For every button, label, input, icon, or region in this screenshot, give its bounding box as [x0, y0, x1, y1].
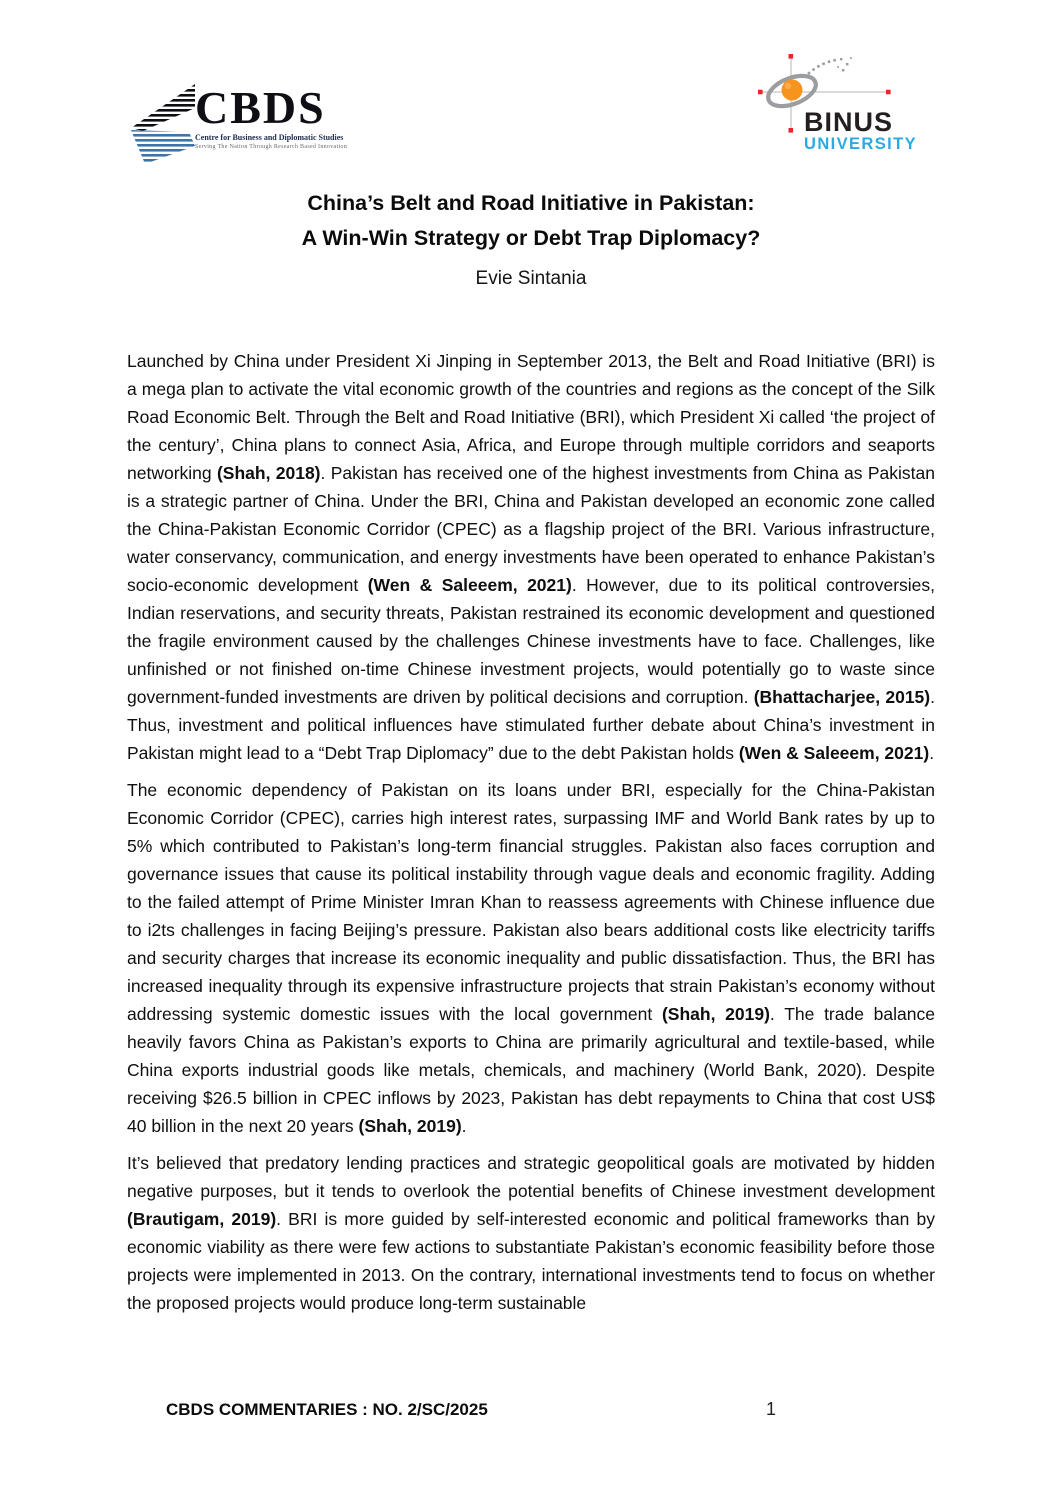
text-run: . However, due to its political controversies, Indian reservations, and security threats, Pakistan restrained its economic development and questioned the fragile environment caused by the challenges Chinese investments have to face. Challenges, like unfinished or not finished on-time Chinese investment projects, would potentially go to waste since government-funded investments are driven by political decisions and corruption.	[127, 575, 935, 707]
citation: (Bhattacharjee, 2015)	[753, 687, 931, 707]
text-run: . BRI is more guided by self-interested economic and political frameworks than by economic viability as there were few actions to substantiate Pakistan’s economic feasibility before those projects were implemented in 2013. On the contrary, international investments tend to focus on whether the proposed projects would produce long-term sustainable	[127, 1209, 935, 1313]
cbds-tagline: Centre for Business and Diplomatic Studies	[195, 133, 344, 142]
title-line-2: A Win-Win Strategy or Debt Trap Diplomacy?	[301, 226, 761, 250]
cbds-logo	[131, 84, 361, 164]
paragraph	[127, 347, 935, 767]
cbds-arrow-icon	[131, 84, 199, 164]
text-run: The economic dependency of Pakistan on its loans under BRI, especially for the China-Pakistan Economic Corridor (CPEC), carries high interest rates, surpassing IMF and World Bank rates by up to 5% which contributed to Pakistan’s long-term financial struggles. Pakistan also faces corruption and governance issues that cause its political instability through vague deals and economic fragility. Adding to the failed attempt of Prime Minister Imran Khan to reassess agreements with Chinese influence due to i2ts challenges in facing Beijing’s pressure. Pakistan also bears additional costs like electricity tariffs and security charges that increase its economic inequality and public dissatisfaction. Thus, the BRI has increased inequality through its expensive infrastructure projects that strain Pakistan’s economy without addressing systemic domestic issues with the local government	[127, 780, 935, 1024]
cbds-acronym: CBDS	[195, 82, 326, 133]
binus-wordmark: BINUS	[804, 107, 894, 137]
paragraph	[127, 776, 935, 1140]
citation: (Shah, 2019)	[358, 1116, 462, 1136]
citation: (Shah, 2018)	[216, 463, 321, 483]
citation: (Wen & Saleeem, 2021)	[738, 743, 930, 763]
footer-series-label: CBDS COMMENTARIES : NO. 2/SC/2025	[166, 1400, 488, 1419]
citation: (Wen & Saleeem, 2021)	[367, 575, 572, 595]
cbds-logo-text	[195, 82, 365, 150]
text-run: .	[929, 743, 935, 763]
binus-globe-icon	[758, 52, 968, 156]
binus-logo	[758, 52, 968, 156]
citation: (Brautigam, 2019)	[127, 1209, 277, 1229]
footer-page-number: 1	[766, 1399, 777, 1419]
article-body	[127, 347, 935, 1326]
text-run: . The trade balance heavily favors China as Pakistan’s exports to China are primarily agricultural and textile-based, while China exports industrial goods like metals, chemicals, and machinery (World Bank, 2020). Despite receiving $26.5 billion in CPEC inflows by 2023, Pakistan has debt repayments to China that cost US$ 40 billion in the next 20 years	[127, 1004, 935, 1136]
page-title	[127, 186, 935, 256]
text-run: It’s believed that predatory lending practices and strategic geopolitical goals are motivated by hidden negative purposes, but it tends to overlook the potential benefits of Chinese investment development	[127, 1153, 935, 1201]
citation: (Shah, 2019)	[661, 1004, 770, 1024]
text-run: . Pakistan has received one of the highest investments from China as Pakistan is a strategic partner of China. Under the BRI, China and Pakistan developed an economic zone called the China-Pakistan Economic Corridor (CPEC) as a flagship project of the BRI. Various infrastructure, water conservancy, communication, and energy investments have been operated to enhance Pakistan’s socio-economic development	[127, 463, 935, 595]
cbds-subtagline: Serving The Nation Through Research Based Innovation	[195, 144, 348, 150]
text-run: .	[461, 1116, 467, 1136]
text-run: Launched by China under President Xi Jinping in September 2013, the Belt and Road Initiative (BRI) is a mega plan to activate the vital economic growth of the countries and regions as the concept of the Silk Road Economic Belt. Through the Belt and Road Initiative (BRI), which President Xi called ‘the project of the century’, China plans to connect Asia, Africa, and Europe through multiple corridors and seaports networking	[127, 351, 935, 483]
paragraph	[127, 1149, 935, 1317]
author-name: Evie Sintania	[475, 268, 587, 289]
title-line-1: China’s Belt and Road Initiative in Pakistan:	[307, 191, 755, 215]
text-run: . Thus, investment and political influences have stimulated further debate about China’s investment in Pakistan might lead to a “Debt Trap Diplomacy” due to the debt Pakistan holds	[127, 687, 935, 763]
binus-university-wordmark: UNIVERSITY	[804, 135, 918, 153]
